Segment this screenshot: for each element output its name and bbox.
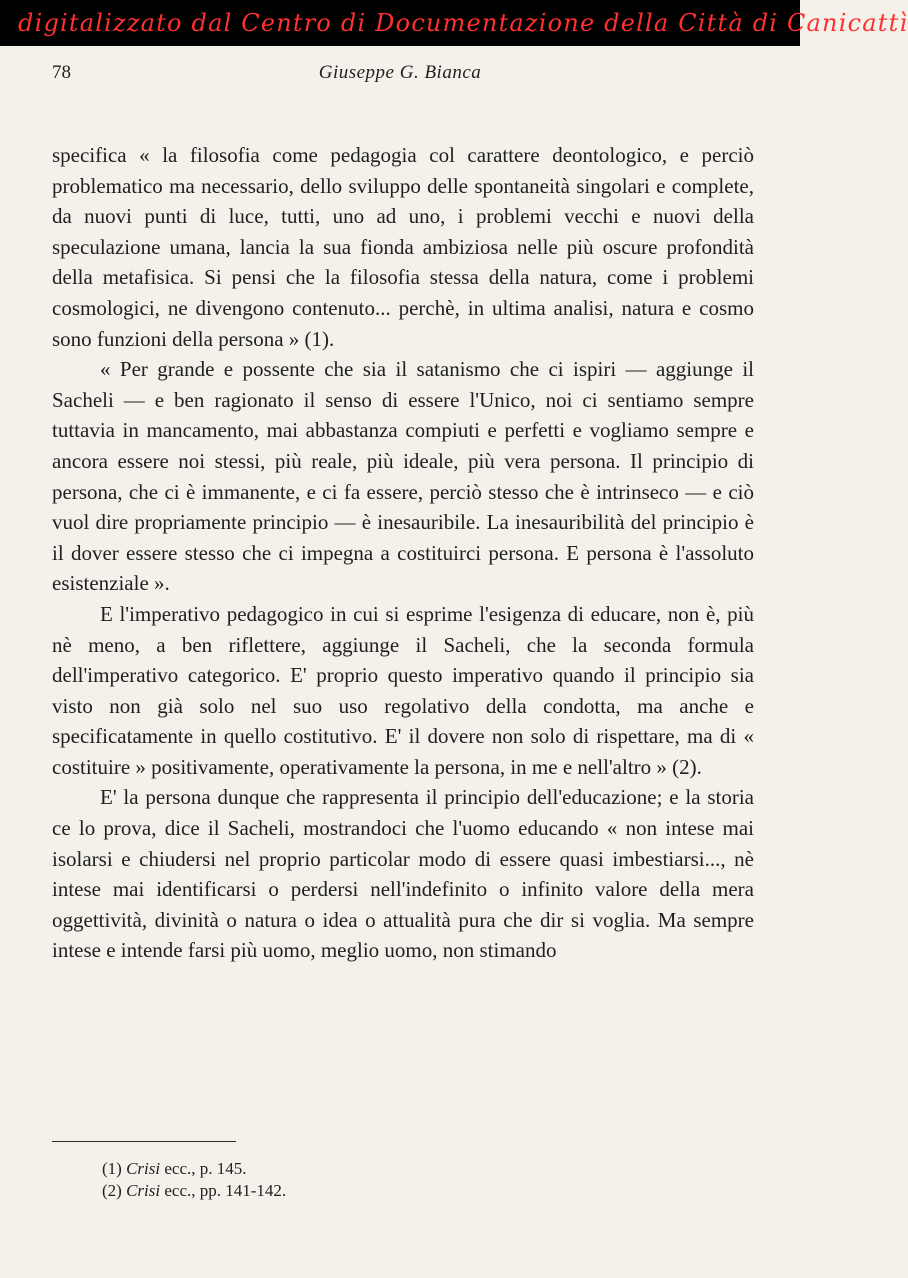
footnote-title: Crisi [126, 1181, 161, 1200]
body-text [52, 140, 754, 966]
footnote-text: ecc., pp. 141-142. [164, 1181, 287, 1200]
paragraph: E l'imperativo pedagogico in cui si esprime l'esigenza di educare, non è, più nè meno, a ben riflettere, aggiunge il Sacheli, che la seconda formula dell'imperativo categorico. E' proprio questo imperativo quando il principio sia visto non già solo nel suo uso regolativo della condotta, ma anche e specificatamente in quello costitutivo. E' il dovere non solo di rispettare, ma di « costituire » positivamente, operativamente la persona, in me e nell'altro » (2). [52, 601, 754, 779]
watermark-banner [0, 0, 908, 46]
footnote-1 [102, 1158, 286, 1180]
paragraph: specifica « la filosofia come pedagogia col carattere deontologico, e perciò problematico ma necessario, dello sviluppo delle spontaneità singolari e complete, da nuovi punti di luce, tutti, uno ad uno, i problemi vecchi e nuovi della speculazione umana, lancia la sua fionda ambiziosa nelle più oscure profondità della metafisica. Si pensi che la filosofia stessa della natura, come i problemi cosmologici, ne divengono contenuto... perchè, in ultima analisi, natura e cosmo sono funzioni della persona » (1). [52, 143, 754, 351]
footnote-text: ecc., p. 145. [164, 1159, 247, 1178]
watermark-text: digitalizzato dal Centro di Documentazione della Città di Canicattì [18, 9, 908, 37]
footnote-2 [102, 1180, 286, 1202]
page-number: 78 [52, 62, 71, 83]
footnote-marker: (1) [102, 1159, 122, 1178]
running-head: Giuseppe G. Bianca [318, 62, 482, 83]
paragraph: E' la persona dunque che rappresenta il principio dell'educazione; e la storia ce lo prova, dice il Sacheli, mostrandoci che l'uomo educando « non intese mai isolarsi e chiudersi nel proprio particolar modo di essere quasi imbestiarsi..., nè intese mai identificarsi o perdersi nell'indefinito o infinito valore della mera oggettività, divinità o natura o idea o attualità pura che dir si voglia. Ma sempre intese e intende farsi più uomo, meglio uomo, non stimando [52, 785, 754, 963]
footnote-divider [52, 1141, 236, 1142]
paragraph: « Per grande e possente che sia il satanismo che ci ispiri — aggiunge il Sacheli — e ben ragionato il senso di essere l'Unico, noi ci sentiamo sempre tuttavia in mancamento, mai abbastanza compiuti e perfetti e vogliamo sempre e ancora essere noi stessi, più reale, più ideale, più vera persona. Il principio di persona, che ci è immanente, e ci fa essere, perciò stesso che è intrinseco — e ciò vuol dire propriamente principio — è inesauribile. La inesauribilità del principio è il dover essere stesso che ci impegna a costituirci persona. E persona è l'assoluto esistenziale ». [52, 357, 754, 596]
footnotes [102, 1158, 286, 1202]
footnote-title: Crisi [126, 1159, 161, 1178]
footnote-marker: (2) [102, 1181, 122, 1200]
